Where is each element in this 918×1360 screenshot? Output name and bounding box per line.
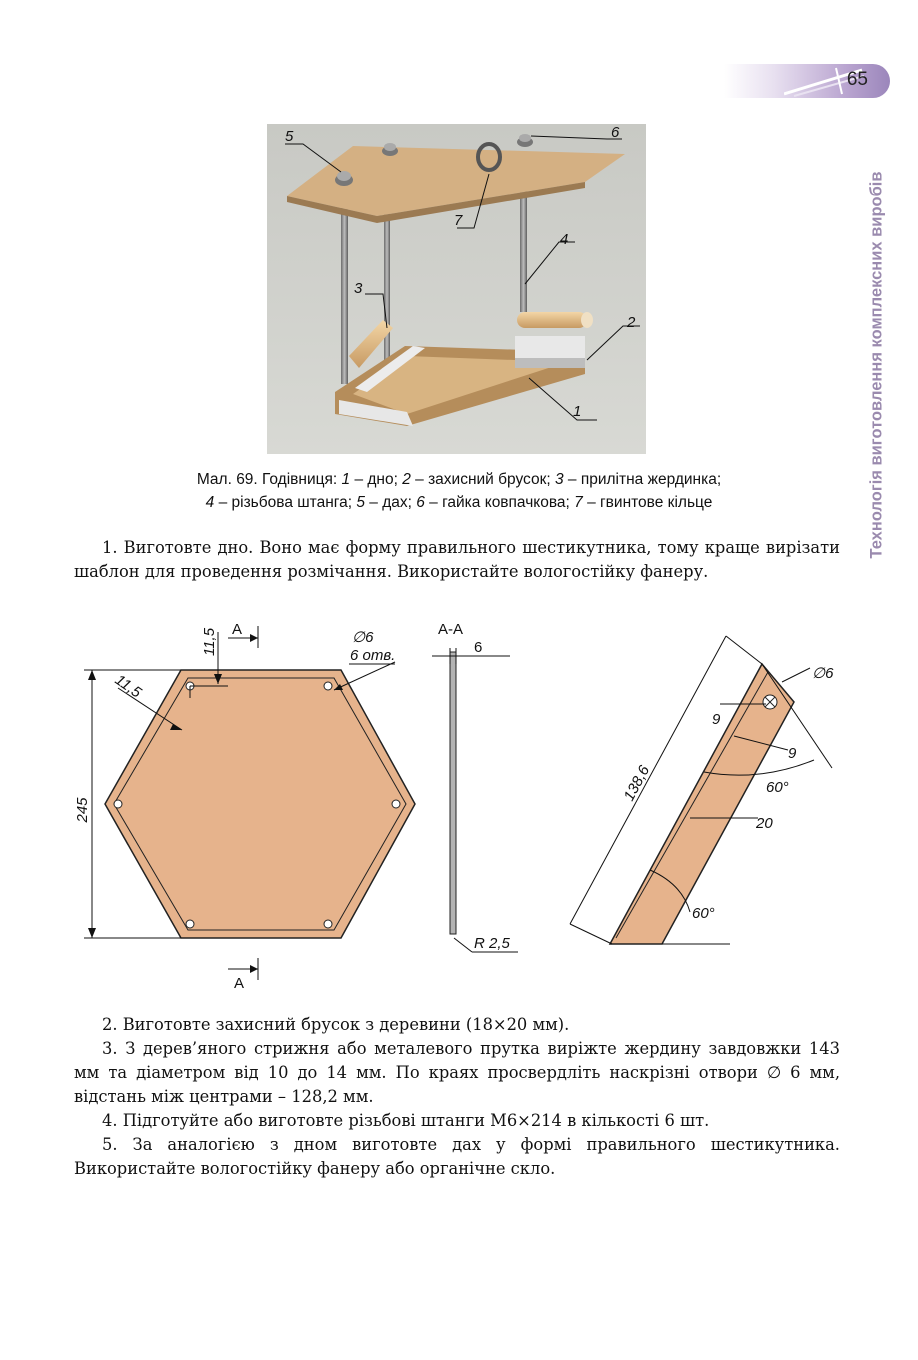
section-title-text: Технологія виготовлення комплексних виробів [867,171,886,559]
bar-angle-bottom: 60° [692,905,715,922]
bar-offset-a: 9 [712,711,721,728]
hole-diameter: ∅6 [352,629,374,646]
section-title [866,125,888,605]
section-title: А-А [438,621,464,638]
caption-line-1 [80,468,838,491]
hole-count: 6 отв. [350,647,396,664]
caption-segment: Мал. 69. Годівниця: [196,471,342,488]
dim-top-offset: 11,5 [201,627,218,657]
caption-segment: 7 [574,494,583,511]
dim-height: 245 [74,797,91,823]
caption-segment: 1 [341,471,351,488]
technical-drawing [70,612,850,1002]
figure-label-4: 4 [560,231,569,248]
caption-segment: 2 [402,471,411,488]
bar-angle-top: 60° [766,779,789,796]
caption-segment: – прилітна жердинка; [563,471,722,488]
figure-label-5: 5 [285,128,294,145]
caption-segment: – гайка ковпачкова; [424,494,575,511]
caption-segment: 5 [356,494,365,511]
page-number-tab [724,64,890,98]
step-4-text: 4. Підготуйте або виготовте різьбові штанги М6×214 в кількості 6 шт. [102,1111,710,1130]
figure-caption [80,468,838,514]
caption-segment: 3 [554,471,564,488]
bar-length: 138,6 [620,762,654,804]
caption-segment: – різьбова штанга; [214,494,357,511]
bar-offset-b: 9 [788,745,797,762]
caption-line-2 [80,491,838,514]
caption-segment: 6 [416,494,425,511]
section-thickness: 6 [474,639,483,656]
figure-label-1: 1 [573,403,582,420]
dim-edge-offset: 11,5 [111,671,145,702]
caption-segment: 4 [205,494,215,511]
bird-feeder-photo [267,124,646,454]
caption-segment: – гвинтове кільце [582,494,713,511]
figure-label-2: 2 [627,314,636,331]
section-mark-top: A [232,621,243,638]
step-5-text: 5. За аналогією з дном виготовте дах у формі правильного шестикутника. Використайте вологостійку фанеру або органічне скло. [74,1135,840,1178]
caption-segment: – захисний брусок; [410,471,555,488]
caption-segment: – дах; [364,494,417,511]
page-number: 65 [846,69,868,90]
section-mark-bottom: A [234,975,245,992]
section-profile [450,652,456,934]
bar-width: 20 [756,815,773,832]
section-radius: R 2,5 [474,935,510,952]
caption-segment: – дно; [350,471,403,488]
figure-label-6: 6 [611,124,620,141]
bar-hole-diameter: ∅6 [812,665,834,682]
figure-label-7: 7 [454,212,463,229]
step-1-text: 1. Виготовте дно. Воно має форму правильного шестикутника, тому краще вирізати шаблон для проведення розмічання. Використайте вологостійку фанеру. [74,538,840,581]
step-3-text: 3. З дерев’яного стрижня або металевого прутка виріжте жердину завдовжки 143 мм та діаметром від 10 до 14 мм. По краях просвердліть наскрізні отвори ∅ 6 мм, відстань між центрами – 128,2 мм. [74,1039,840,1106]
figure-label-3: 3 [354,280,363,297]
step-2-text: 2. Виготовте захисний брусок з деревини (18×20 мм). [102,1015,570,1034]
